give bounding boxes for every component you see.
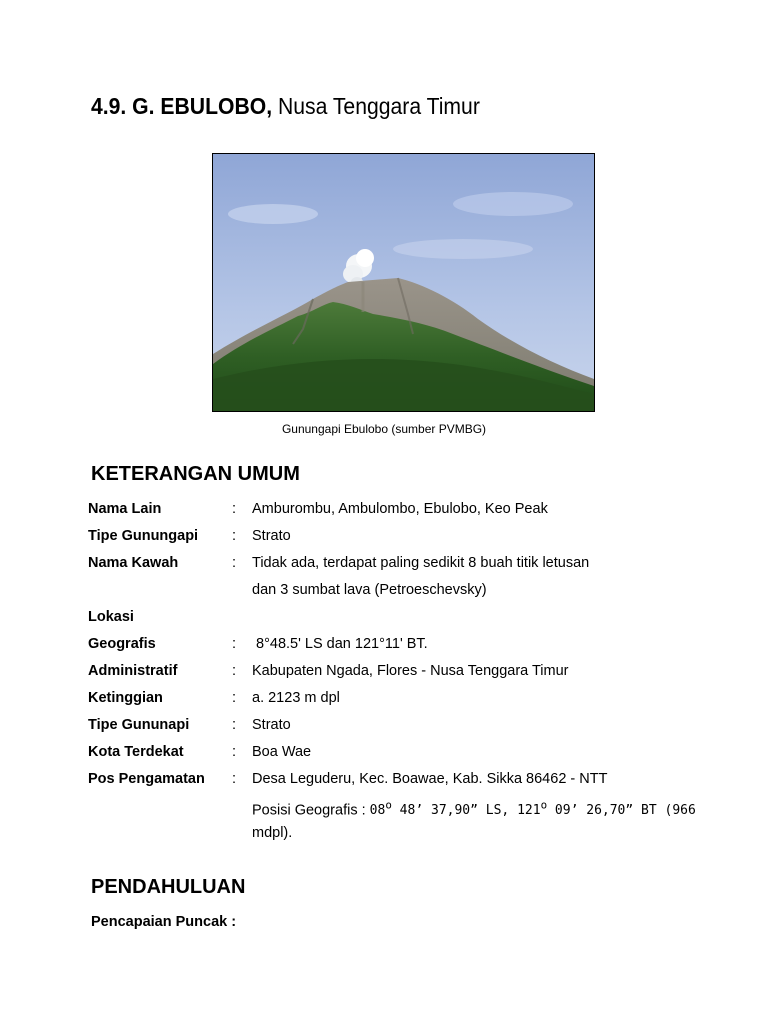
row-label: Kota Terdekat <box>88 744 184 760</box>
row-label: Pos Pengamatan <box>88 771 205 787</box>
info-row-nama-lain <box>0 500 768 527</box>
row-colon: : <box>232 528 237 544</box>
row-value: Strato <box>252 528 291 544</box>
photo-caption: Gunungapi Ebulobo (sumber PVMBG) <box>281 422 487 436</box>
row-colon: : <box>232 555 237 571</box>
row-value: 8°48.5' LS dan 121°11' BT. <box>252 636 428 652</box>
row-label: Geografis <box>88 636 156 652</box>
posisi-geografis-line: Posisi Geografis : 08$^o$ 48’ 37,90” LS, 121$^o$ 09’ 26,70” BT (966 <box>252 799 696 819</box>
row-colon: : <box>232 744 237 760</box>
row-colon: : <box>232 663 237 679</box>
section-heading-pendahuluan: PENDAHULUAN <box>91 876 246 898</box>
row-colon: : <box>232 717 237 733</box>
row-colon: : <box>232 636 237 652</box>
info-row-pos-pengamatan <box>0 770 768 797</box>
section-heading-keterangan-umum: KETERANGAN UMUM <box>91 463 300 485</box>
row-colon: : <box>232 771 237 787</box>
row-value: a. 2123 m dpl <box>252 690 340 706</box>
row-label: Administratif <box>88 663 178 679</box>
info-row-kota-terdekat <box>0 743 768 770</box>
row-value: Desa Leguderu, Kec. Boawae, Kab. Sikka 86462 - NTT <box>252 771 608 787</box>
info-row-tipe-gunungapi <box>0 527 768 554</box>
row-value: Kabupaten Ngada, Flores - Nusa Tenggara Timur <box>252 663 569 679</box>
row-value: Tidak ada, terdapat paling sedikit 8 buah titik letusan <box>252 555 590 571</box>
volcano-illustration <box>213 154 594 411</box>
row-label: Nama Lain <box>88 501 162 517</box>
info-row-ketinggian <box>0 689 768 716</box>
volcano-photo <box>212 153 595 412</box>
info-row-nama-kawah <box>0 554 768 581</box>
row-label: Ketinggian <box>88 690 163 706</box>
row-colon: : <box>232 690 237 706</box>
row-label: Nama Kawah <box>88 555 179 571</box>
row-value: Amburombu, Ambulombo, Ebulobo, Keo Peak <box>252 501 548 517</box>
row-value: Strato <box>252 717 291 733</box>
document-title <box>91 90 480 122</box>
row-value-continuation: dan 3 sumbat lava (Petroeschevsky) <box>252 582 487 598</box>
row-value: Boa Wae <box>252 744 312 760</box>
info-row-geografis <box>0 635 768 662</box>
title-number-name: 4.9. G. EBULOBO, <box>91 93 273 119</box>
posisi-geografis-line-2: mdpl). <box>252 825 293 841</box>
title-region: Nusa Tenggara Timur <box>277 93 480 119</box>
row-label: Lokasi <box>88 609 134 625</box>
row-colon: : <box>232 501 237 517</box>
subheading-pencapaian-puncak: Pencapaian Puncak : <box>91 914 237 930</box>
info-row-lokasi <box>0 608 768 635</box>
info-row-administratif <box>0 662 768 689</box>
row-label: Tipe Gununapi <box>88 717 190 733</box>
info-row-tipe-gununapi <box>0 716 768 743</box>
row-label: Tipe Gunungapi <box>88 528 199 544</box>
